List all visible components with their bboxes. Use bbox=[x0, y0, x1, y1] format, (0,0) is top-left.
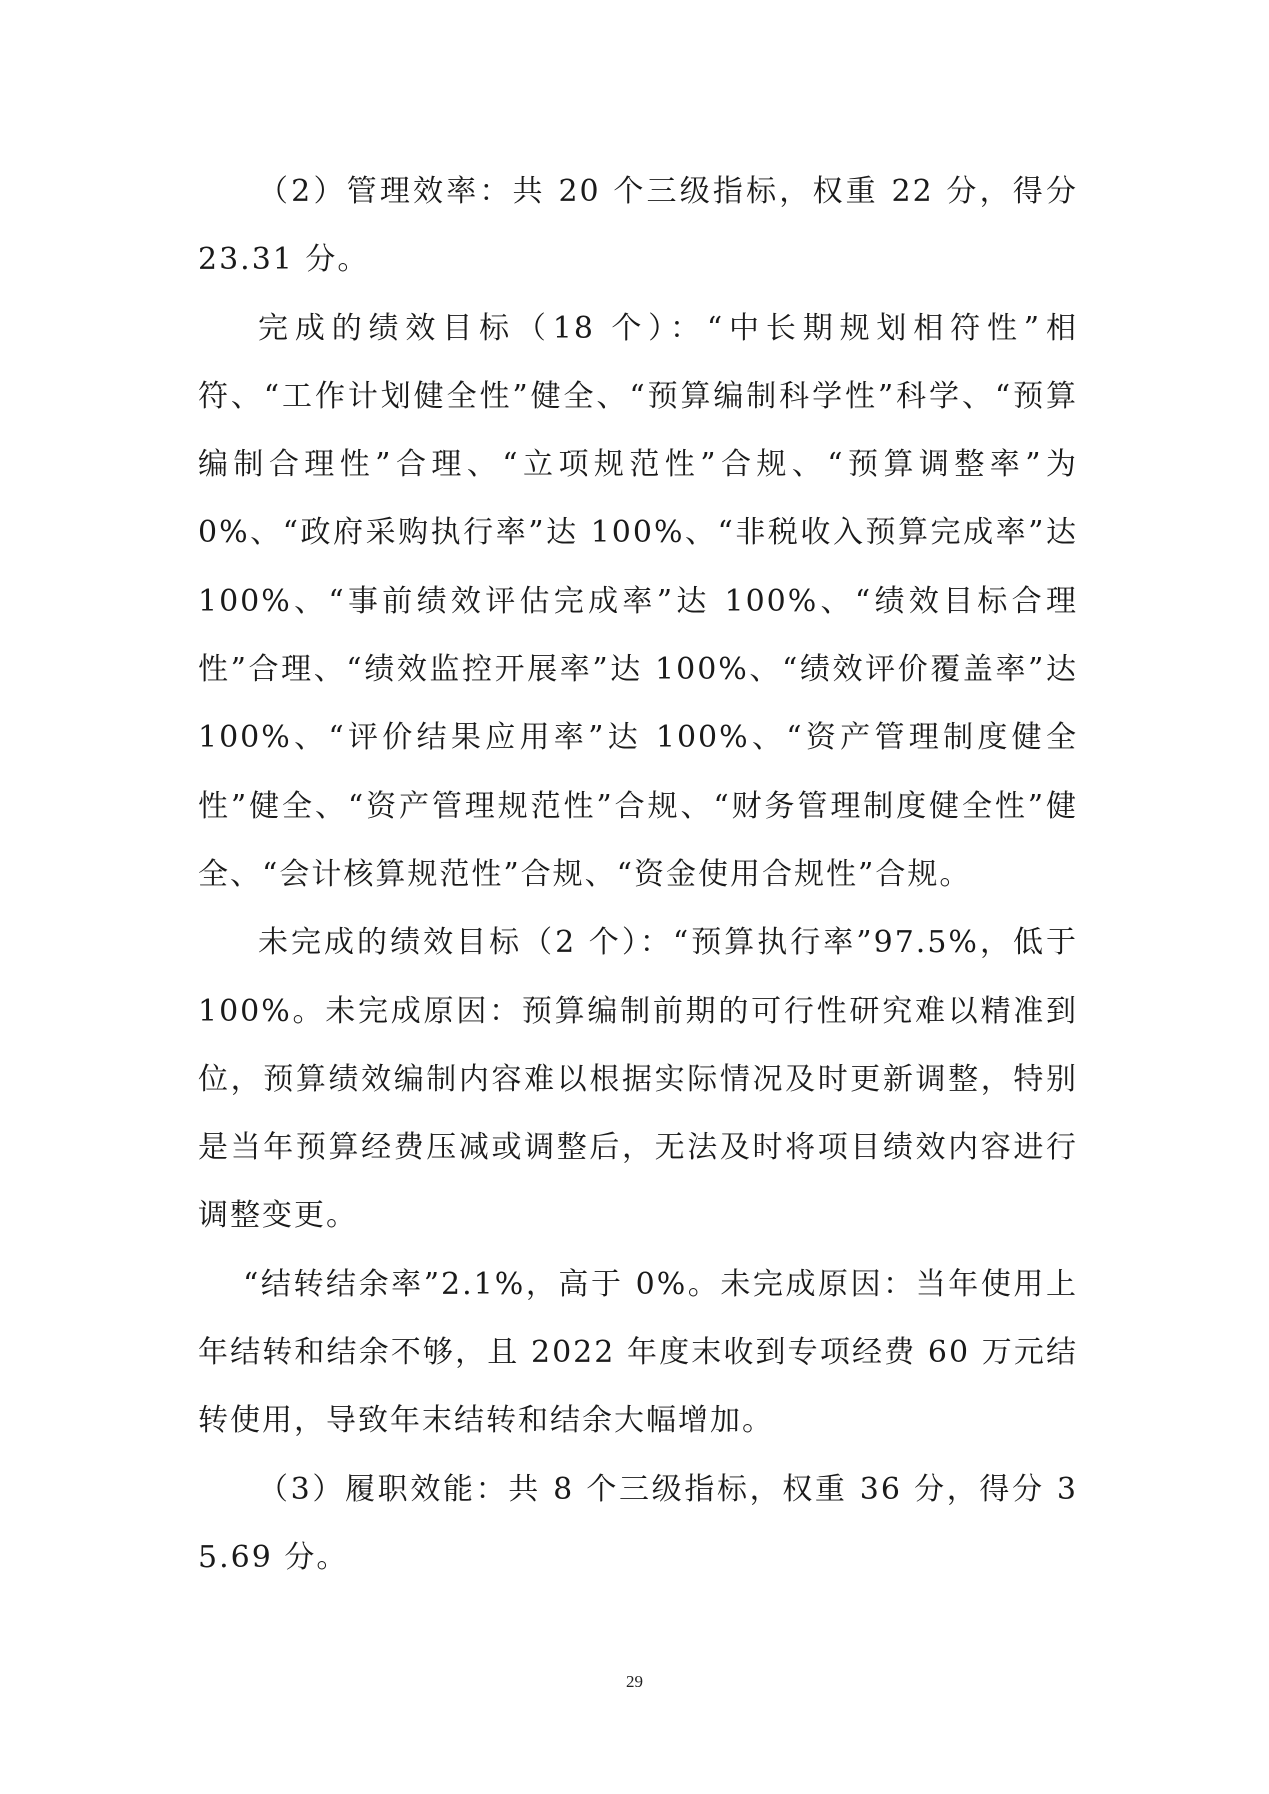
paragraph-completed-targets: 完成的绩效目标（18 个）：“中长期规划相符性”相符、“工作计划健全性”健全、“预算编制科学性”科学、“预算编制合理性”合理、“立项规范性”合规、“预算调整率”为 0%、“政府采购执行率”达 100%、“非税收入预算完成率”达 100%、“事前绩效评估完成率”达 100%、“绩效目标合理性”合理、“绩效监控开展率”达 100%、“绩效评价覆盖率”达 100%、“评价结果应用率”达 100%、“资产管理制度健全性”健全、“资产管理规范性”合规、“财务管理制度健全性”健全、“会计核算规范性”合规、“资金使用合规性”合规。 bbox=[198, 310, 1078, 892]
paragraph-management-efficiency: （2）管理效率：共 20 个三级指标，权重 22 分，得分 23.31 分。 bbox=[198, 174, 1078, 278]
paragraph-uncompleted-targets: 未完成的绩效目标（2 个）：“预算执行率”97.5%，低于 100%。未完成原因：预算编制前期的可行性研究难以精准到位，预算绩效编制内容难以根据实际情况及时更新调整，特别是当年预算经费压减或调整后，无法及时将项目绩效内容进行调整变更。 bbox=[198, 925, 1078, 1234]
paragraph-performance-effectiveness: （3）履职效能：共 8 个三级指标，权重 36 分，得分 35.69 分。 bbox=[198, 1471, 1078, 1575]
page-number: 29 bbox=[626, 1672, 643, 1691]
paragraph-carryover-rate: “结转结余率”2.1%，高于 0%。未完成原因：当年使用上年结转和结余不够，且 2022 年度末收到专项经费 60 万元结转使用，导致年末结转和结余大幅增加。 bbox=[198, 1266, 1078, 1439]
document-body bbox=[198, 158, 1078, 1592]
